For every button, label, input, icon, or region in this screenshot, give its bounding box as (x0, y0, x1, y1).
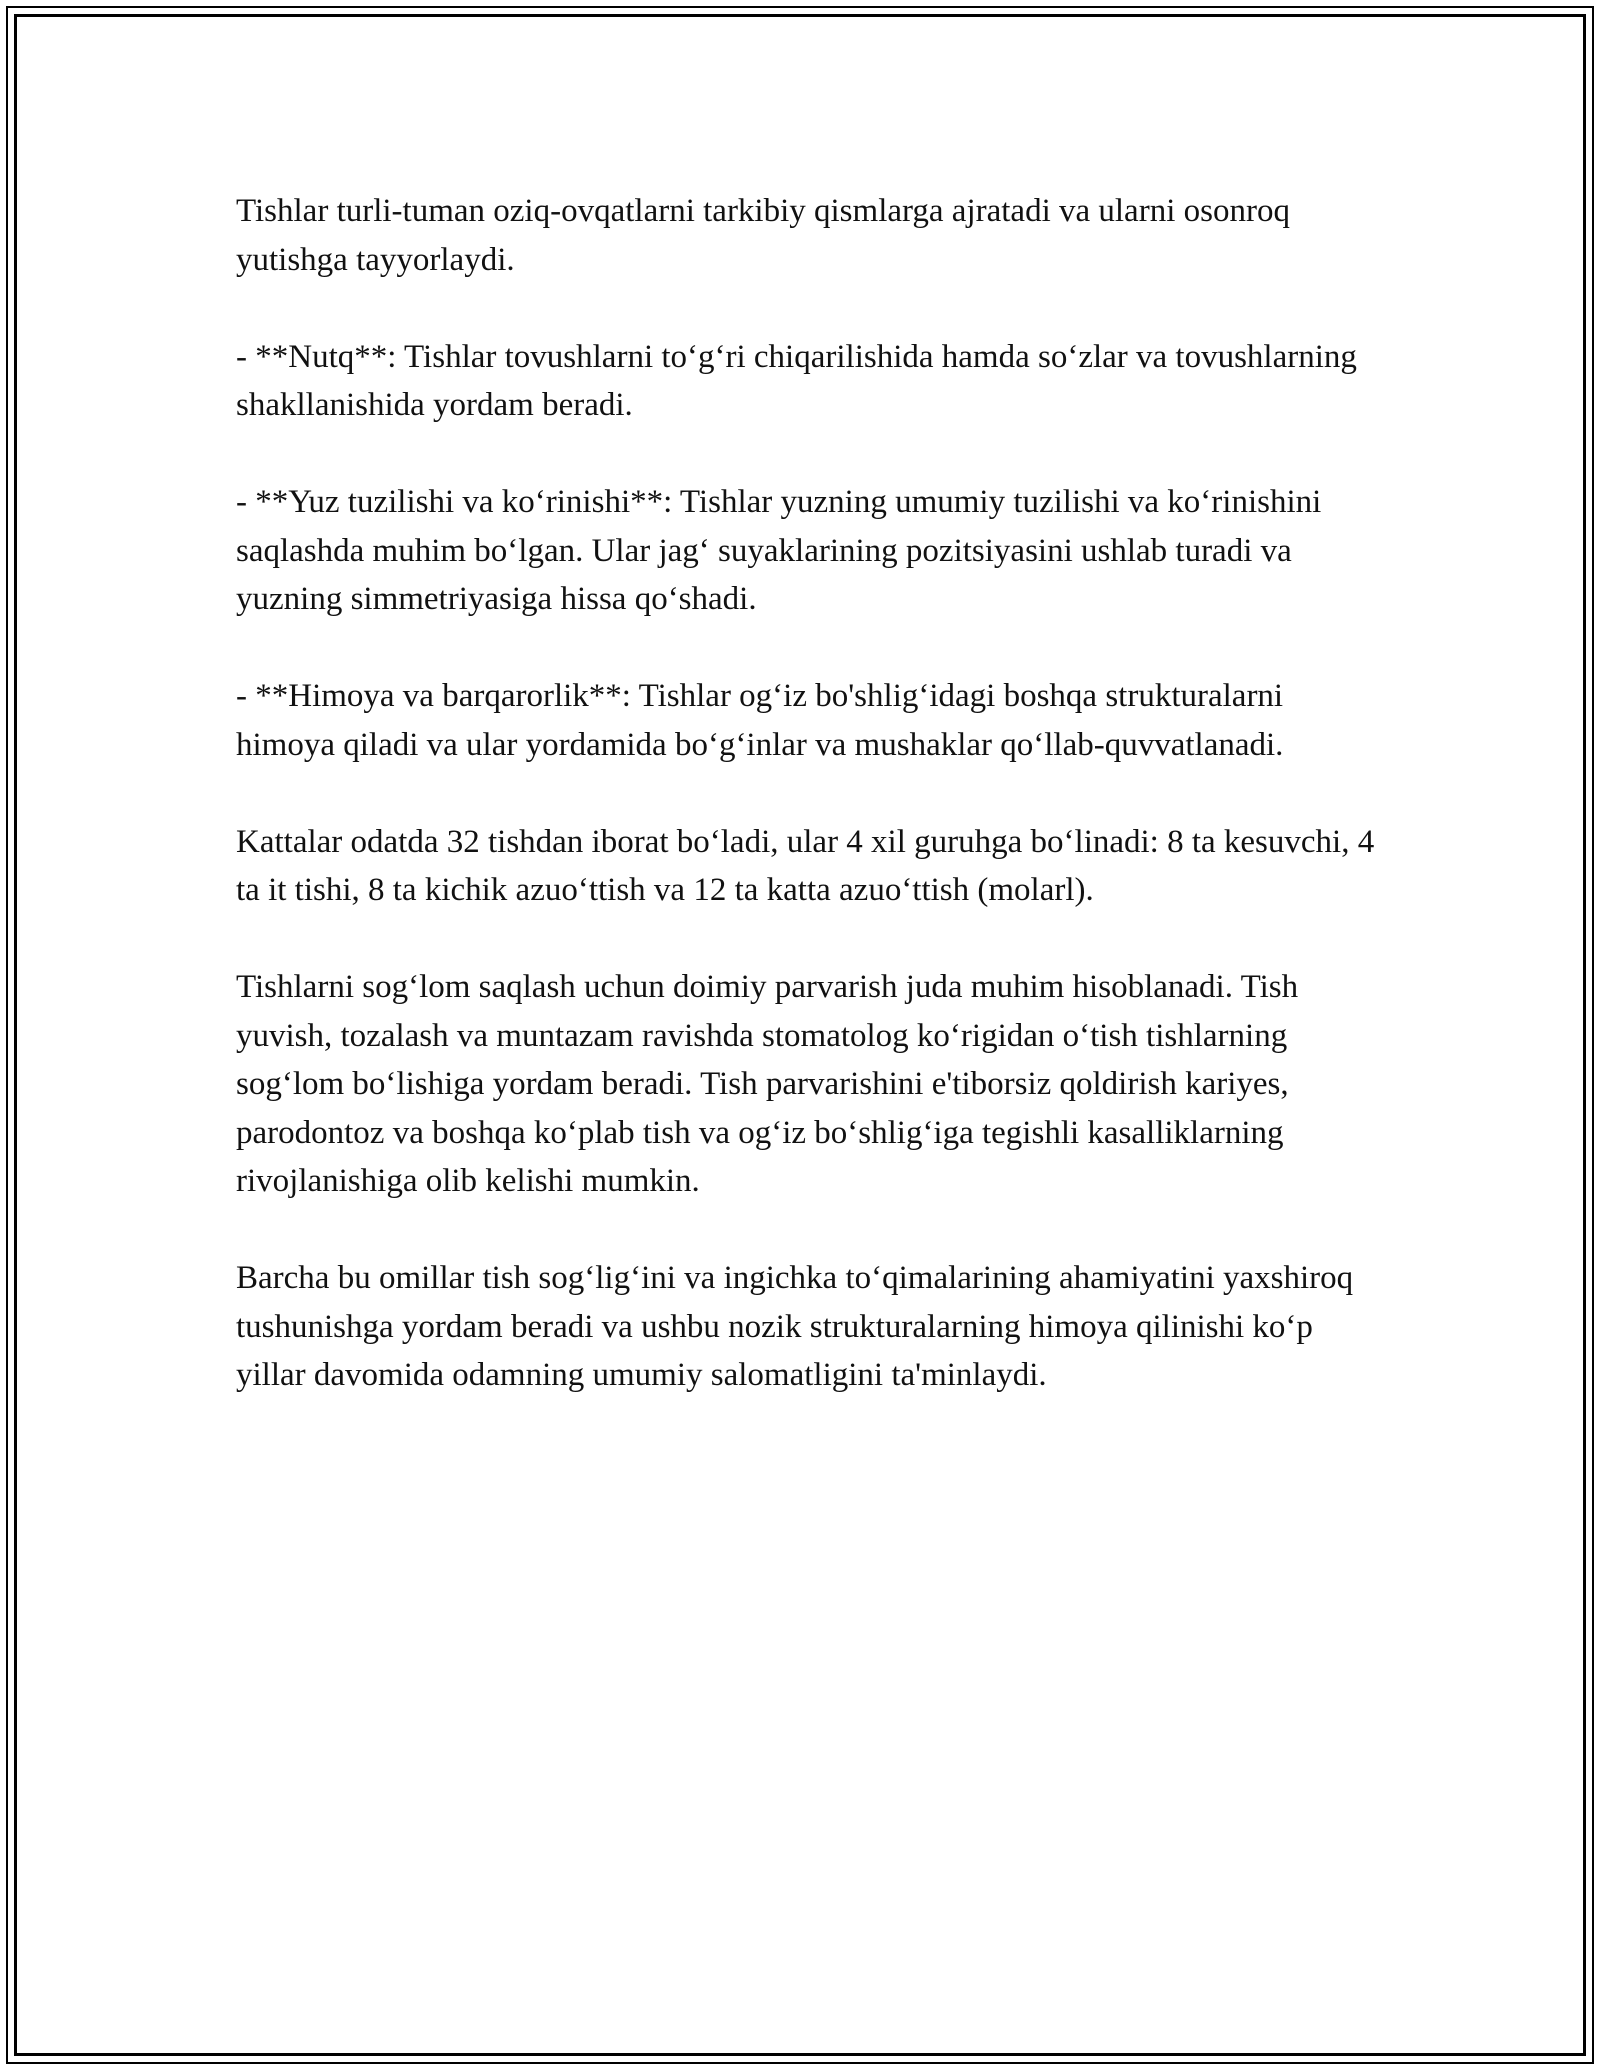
paragraph-speech: - **Nutq**: Tishlar tovushlarni to‘g‘ri chiqarilishida hamda so‘zlar va tovushlarning shakllanishida yordam beradi. (236, 338, 1357, 423)
paragraph-conclusion: Barcha bu omillar tish sog‘lig‘ini va ingichka to‘qimalarining ahamiyatini yaxshiroq tushunishga yordam beradi va ushbu nozik strukturalarning himoya qilinishi ko‘p yillar davomida odamning umumiy salomatligini ta'minlaydi. (236, 1260, 1354, 1393)
paragraph-teeth-chewing: Tishlar turli-tuman oziq-ovqatlarni tarkibiy qismlarga ajratadi va ularni osonroq yutishga tayyorlaydi. (236, 193, 1290, 278)
document-body (236, 187, 1386, 1448)
paragraph-face-structure: - **Yuz tuzilishi va ko‘rinishi**: Tishlar yuzning umumiy tuzilishi va ko‘rinishini saqlashda muhim bo‘lgan. Ular jag‘ suyaklarining pozitsiyasini ushlab turadi va yuzning simmetriyasiga hissa qo‘shadi. (236, 484, 1322, 617)
paragraph-adult-teeth-count: Kattalar odatda 32 tishdan iborat bo‘ladi, ular 4 xil guruhga bo‘linadi: 8 ta kesuvchi, 4 ta it tishi, 8 ta kichik azuo‘ttish va 12 ta katta azuo‘ttish (molarl). (236, 823, 1375, 908)
paragraph-dental-care: Tishlarni sog‘lom saqlash uchun doimiy parvarish juda muhim hisoblanadi. Tish yuvish, tozalash va muntazam ravishda stomatolog ko‘rigidan o‘tish tishlarning sog‘lom bo‘lishiga yordam beradi. Tish parvarishini e'tiborsiz qoldirish kariyes, parodontoz va boshqa ko‘plab tish va og‘iz bo‘shlig‘iga tegishli kasalliklarning rivojlanishiga olib kelishi mumkin. (236, 969, 1299, 1199)
paragraph-protection: - **Himoya va barqarorlik**: Tishlar og‘iz bo'shlig‘idagi boshqa strukturalarni himoya qiladi va ular yordamida bo‘g‘inlar va mushaklar qo‘llab-quvvatlanadi. (236, 678, 1284, 763)
